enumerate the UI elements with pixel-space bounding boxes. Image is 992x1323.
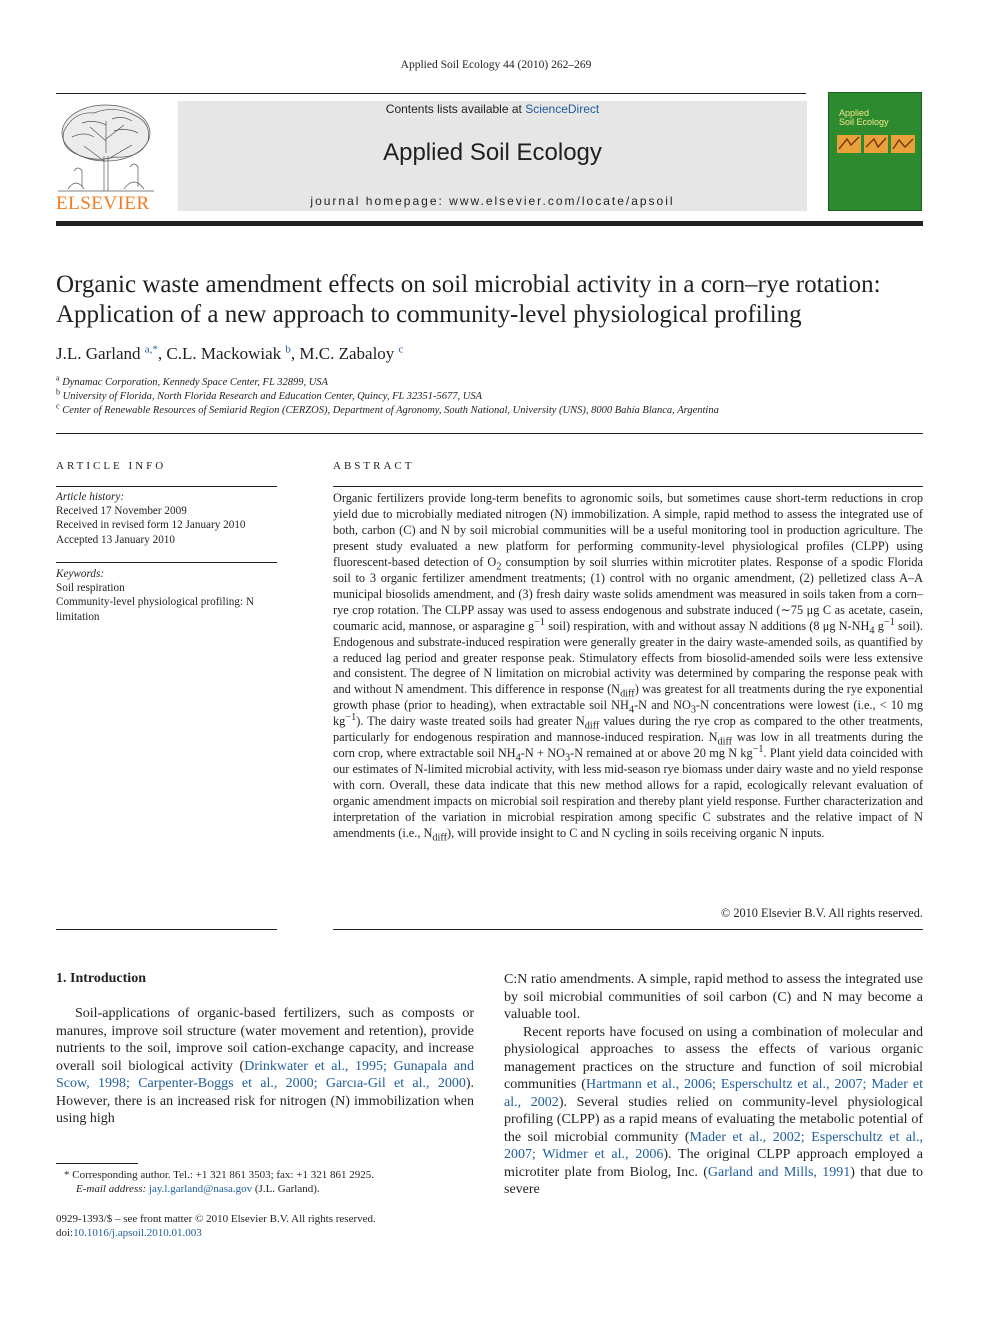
article-title bbox=[56, 270, 936, 330]
journal-homepage[interactable]: journal homepage: www.elsevier.com/locate/apsoil bbox=[310, 194, 675, 208]
contents-line bbox=[178, 102, 807, 116]
journal-cover[interactable] bbox=[828, 92, 922, 211]
elsevier-logo[interactable] bbox=[54, 101, 160, 213]
tree-icon bbox=[54, 101, 158, 193]
author-separator: , bbox=[290, 344, 300, 363]
author-name[interactable]: J.L. Garland bbox=[56, 344, 141, 363]
article-info-rule bbox=[56, 486, 277, 487]
title-line-1: Organic waste amendment effects on soil microbial activity in a corn–rye rotation: bbox=[56, 271, 881, 298]
cover-art-icon bbox=[837, 135, 915, 153]
keywords-rule bbox=[56, 562, 277, 563]
cover-title-line2: Soil Ecology bbox=[839, 117, 889, 127]
citation-link[interactable]: Drinkwater et al., 1995; Gunapala and Scow, 1998; Carpenter-Boggs et al., 2000; Garcıa-Gil et al., 2000 bbox=[56, 1058, 474, 1091]
keyword: Community-level physiological profiling: N bbox=[56, 596, 254, 609]
abstract-body: Organic fertilizers provide long-term benefits to agronomic soils, but sometimes cause short-term reductions in crop yield due to microbially mediated nitrogen (N) immobilization. A simple, rapid method to assess the integrated use of both, carbon (C) and N by soil microbial communities will be a useful monitoring tool in production agriculture. The present study evaluated a new platform for performing community-level physiological profiles (CLPP) using fluorescent-based detection of $O_2$ consumption by soil slurries within microtiter plates. Response of a spodic Florida soil to 3 organic fertilizer amendment treatments; (1) control with no organic amendment, (2) pelletized class A–A municipal biosolids amendment, and (3) fresh dairy waste solids amendment was measured in soils taken from a corn–rye crop rotation. The CLPP assay was used to assess endogenous and substrate induced (∼75 μg C as acetate, casein, coumaric acid, mannose, or asparagine $g^{-1}$ soil) respiration, with and without assay N additions (8 μg $N-NH_4$ $g^{-1}$ soil). Endogenous and substrate-induced respiration were generally greater in the dairy waste-amended soils, as quantified by a reduced lag period and greater response peak. Stimulatory effects from biosolid-amended soils were less extensive and consistent. The degree of N limitation on microbial activity was determined by comparing the response peak with and without N amendment. This difference in response $(N_{diff})$ was greatest for all treatments during the rye exponential growth phase (prior to heading), when extractable soil $NH_4-N$ and $NO_3-N$ concentrations were lowest (i.e., < 10 mg $kg^{-1}$). The dairy waste treated soils had greater $N_{diff}$ values during the rye crop as compared to the other treatments, particularly for endogenous respiration and mannose-induced respiration. $N_{diff}$ was low in all treatments during the corn crop, where extractable soil $NH_4-N + NO_3-N$ remained at or above 20 mg N $kg^{-1}$. Plant yield data coincided with our estimates of N-limited microbial activity, with less mid-season rye biomass under dairy waste and no yield response with corn. Overall, these data indicate that this new method allows for a rapid, ecologically relevant evaluation of organic amendment impacts on microbial soil respiration and thereby plant yield response. Further characterization and interpretation of the variation in microbial respiration among specific C substrates and the relative impact of N amendments (i.e., $N_{diff}$), will provide insight to C and N cycling in soils receiving organic N inputs. bbox=[333, 491, 923, 844]
doi-label: doi: bbox=[56, 1227, 74, 1239]
sciencedirect-link[interactable]: ScienceDirect bbox=[525, 102, 600, 116]
affiliation-mark: b bbox=[56, 387, 60, 397]
article-info-heading: ARTICLE INFO bbox=[56, 460, 167, 472]
abstract-copyright: © 2010 Elsevier B.V. All rights reserved. bbox=[720, 906, 923, 920]
article-history bbox=[56, 490, 277, 547]
affiliation bbox=[56, 387, 936, 404]
title-line-2: Application of a new approach to community-level physiological profiling bbox=[56, 301, 802, 328]
affiliation-text: Center of Renewable Resources of Semiarid Region (CERZOS), Department of Agronomy, South National, University (UNS), 8000 Bahía Blanca, Argentina bbox=[62, 405, 719, 416]
publication-footnote bbox=[56, 1212, 476, 1240]
intro-paragraph: Recent reports have focused on using a combination of molecular and physiological approaches to assess the effects of various organic management practices on the structure and function of soil microbial communities (Hartmann et al., 2006; Esperschultz et al., 2007; Mader et al., 2002). Several studies relied on community-level physiological profiling (CLPP) as a rapid means of evaluating the metabolic potential of the soil microbial community (Mader et al., 2002; Esperschultz et al., 2007; Widmer et al., 2006). The original CLPP approach employed a microtiter plate from Biolog, Inc. (Garland and Mills, 1991) that due to severe bbox=[504, 1024, 924, 1197]
email-label: E-mail address: bbox=[76, 1183, 149, 1195]
history-label: Article history: bbox=[56, 491, 125, 503]
doi-line bbox=[56, 1226, 476, 1240]
doi-link[interactable]: 10.1016/j.apsoil.2010.01.003 bbox=[73, 1227, 202, 1239]
received-date: Received 17 November 2009 bbox=[56, 505, 187, 518]
email-link[interactable]: jay.l.garland@nasa.gov bbox=[148, 1183, 253, 1195]
journal-name: Applied Soil Ecology bbox=[383, 139, 602, 166]
affiliation bbox=[56, 373, 936, 390]
journal-banner bbox=[178, 101, 807, 211]
affiliation-mark: c bbox=[56, 401, 60, 411]
email-line bbox=[64, 1182, 484, 1196]
abstract-bottom-rule bbox=[333, 929, 923, 930]
citation-link[interactable]: Mader et al., 2002; Esperschultz et al., 2007; Widmer et al., 2006 bbox=[504, 1129, 923, 1162]
intro-paragraph: C:N ratio amendments. A simple, rapid method to assess the integrated use by soil microbial communities of soil carbon (C) and N may become a valuable tool. bbox=[504, 972, 923, 1022]
citation-link[interactable]: Hartmann et al., 2006; Esperschultz et al., 2007; Mader et al., 2002 bbox=[504, 1077, 923, 1110]
citation-link[interactable]: Garland and Mills, 1991 bbox=[707, 1164, 851, 1180]
author-name[interactable]: C.L. Mackowiak bbox=[166, 344, 282, 363]
introduction-heading: 1. Introduction bbox=[56, 971, 146, 986]
keywords bbox=[56, 567, 286, 624]
author-affiliation-mark[interactable]: b bbox=[285, 343, 291, 356]
keyword: limitation bbox=[56, 610, 100, 623]
header-thick-rule bbox=[56, 221, 923, 226]
revised-date: Received in revised form 12 January 2010 bbox=[56, 519, 246, 532]
keywords-label: Keywords: bbox=[56, 568, 105, 580]
corresponding-footnote bbox=[64, 1168, 484, 1196]
footnote-rule bbox=[56, 1163, 138, 1164]
cover-title-line1: Applied bbox=[839, 108, 870, 118]
author-separator: , bbox=[157, 344, 167, 363]
author-list bbox=[56, 344, 403, 364]
journal-reference: Applied Soil Ecology 44 (2010) 262–269 bbox=[400, 59, 592, 71]
corresponding-author-note: * Corresponding author. Tel.: +1 321 861 3503; fax: +1 321 861 2925. bbox=[64, 1169, 374, 1181]
header-rule bbox=[56, 93, 806, 94]
affiliations bbox=[56, 373, 936, 418]
accepted-date: Accepted 13 January 2010 bbox=[56, 533, 175, 546]
abstract-heading: ABSTRACT bbox=[333, 460, 415, 472]
affiliation-text: Dynamac Corporation, Kennedy Space Center, FL 32899, USA bbox=[62, 377, 328, 388]
intro-paragraph: Soil-applications of organic-based fertilizers, such as composts or manures, improve soil structure (water movement and retention), provide nutrients to the soil, improve soil cation-exchange capacity, and increase overall soil biological activity (Drinkwater et al., 1995; Gunapala and Scow, 1998; Carpenter-Boggs et al., 2000; Garcıa-Gil et al., 2000). However, there is an increased risk for nitrogen (N) immobilization when using high bbox=[56, 1006, 474, 1126]
author-name[interactable]: M.C. Zabaloy bbox=[299, 344, 395, 363]
contents-prefix: Contents lists available at bbox=[385, 102, 526, 116]
affiliation bbox=[56, 401, 936, 418]
cover-title bbox=[839, 109, 889, 127]
author-affiliation-mark[interactable]: a,* bbox=[144, 343, 158, 356]
author-affiliation-mark[interactable]: c bbox=[398, 343, 404, 356]
issn-line: 0929-1393/$ – see front matter © 2010 Elsevier B.V. All rights reserved. bbox=[56, 1213, 376, 1225]
email-suffix: (J.L. Garland). bbox=[252, 1183, 320, 1195]
keyword: Soil respiration bbox=[56, 582, 125, 595]
affiliation-mark: a bbox=[56, 373, 60, 383]
elsevier-wordmark: ELSEVIER bbox=[56, 193, 150, 214]
intro-column-right bbox=[504, 971, 923, 1199]
abstract-rule bbox=[333, 486, 923, 487]
affiliation-text: University of Florida, North Florida Research and Education Center, Quincy, FL 32351-5677, USA bbox=[62, 391, 483, 402]
affiliation-rule bbox=[56, 433, 923, 434]
intro-column-left bbox=[56, 1005, 474, 1128]
article-info-bottom-rule bbox=[56, 929, 277, 930]
